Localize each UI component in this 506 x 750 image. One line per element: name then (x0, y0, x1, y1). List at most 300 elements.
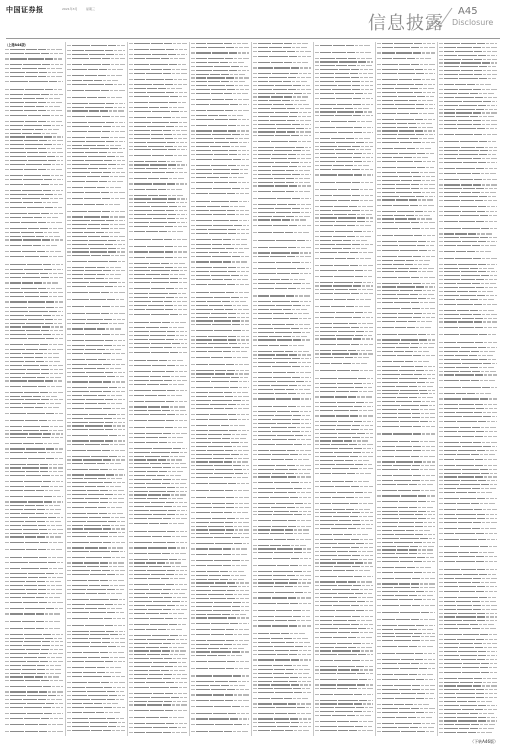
text-line-mark (23, 365, 40, 366)
text-line-mark (129, 566, 133, 567)
text-line-mark (10, 525, 21, 526)
text-line-mark (226, 138, 234, 139)
text-line-mark (102, 255, 110, 256)
text-line-mark (72, 703, 82, 704)
table-row (67, 633, 125, 636)
text-line-mark (167, 542, 175, 543)
table-row (191, 468, 249, 471)
table-row (253, 161, 311, 164)
text-line-mark (56, 102, 62, 103)
text-line-mark (54, 106, 60, 107)
text-line-mark (174, 670, 178, 671)
text-line-mark (163, 433, 171, 434)
table-row (67, 474, 125, 477)
text-line-mark (10, 353, 21, 354)
text-line-mark (235, 529, 238, 530)
text-line-mark (104, 160, 112, 161)
text-line-mark (89, 469, 99, 470)
text-line-mark (134, 406, 147, 407)
text-line-mark (34, 217, 42, 218)
text-line-mark (117, 418, 121, 419)
text-line-mark (62, 144, 63, 145)
text-line-mark (10, 277, 21, 278)
text-line-mark (191, 490, 195, 491)
text-line-mark (113, 490, 117, 491)
text-line-mark (35, 353, 43, 354)
text-line-mark (227, 590, 235, 591)
text-line-mark (5, 110, 9, 111)
text-line-mark (29, 311, 48, 312)
table-row (67, 273, 125, 276)
table-row (191, 335, 249, 338)
text-line-mark (147, 639, 167, 640)
text-line-mark (48, 140, 51, 141)
table-row (191, 422, 249, 428)
text-line-mark (149, 643, 163, 644)
text-line-mark (191, 142, 195, 143)
text-line-mark (24, 169, 38, 170)
text-line-mark (129, 146, 133, 147)
text-line-mark (229, 648, 232, 649)
text-line-mark (105, 422, 113, 423)
text-line-mark (43, 282, 46, 283)
text-line-mark (228, 336, 236, 337)
text-line-mark (39, 731, 47, 732)
text-line-mark (129, 589, 133, 590)
text-line-mark (236, 193, 239, 194)
text-line-mark (97, 486, 105, 487)
text-line-mark (5, 713, 9, 714)
text-line-mark (178, 727, 181, 728)
text-line-mark (134, 553, 147, 554)
table-row (129, 592, 187, 595)
text-line-mark (232, 651, 240, 652)
text-line-mark (111, 551, 119, 552)
text-line-mark (44, 407, 47, 408)
table-row (67, 322, 125, 325)
text-line-mark (22, 198, 40, 199)
text-line-mark (181, 518, 187, 519)
text-line-mark (173, 448, 181, 449)
table-row (191, 380, 249, 383)
text-line-mark (72, 618, 88, 619)
text-line-mark (269, 81, 282, 82)
text-line-mark (72, 418, 83, 419)
text-line-mark (24, 407, 34, 408)
text-line-mark (184, 682, 187, 683)
text-line-mark (170, 456, 173, 457)
text-line-mark (53, 443, 59, 444)
text-line-mark (297, 43, 301, 44)
text-line-mark (88, 244, 104, 245)
text-line-mark (47, 589, 50, 590)
table-row (67, 72, 125, 78)
text-line-mark (129, 593, 133, 594)
text-line-mark (10, 621, 21, 622)
text-line-mark (53, 661, 57, 662)
text-line-mark (10, 175, 23, 176)
text-line-mark (177, 437, 183, 438)
text-line-mark (49, 236, 53, 237)
table-row (5, 178, 63, 181)
text-line-mark (134, 178, 147, 179)
text-line-mark (29, 81, 49, 82)
text-line-mark (134, 498, 146, 499)
text-line-mark (237, 483, 240, 484)
text-line-mark (181, 678, 187, 679)
text-line-mark (196, 74, 209, 75)
text-line-mark (5, 232, 9, 233)
table-row (129, 707, 187, 713)
text-line-mark (241, 565, 247, 566)
text-line-mark (5, 228, 9, 229)
text-line-mark (112, 547, 116, 548)
text-line-mark (116, 557, 120, 558)
text-line-mark (119, 54, 123, 55)
text-line-mark (67, 486, 71, 487)
text-line-mark (53, 353, 59, 354)
text-line-mark (124, 141, 125, 142)
text-line-mark (150, 376, 161, 377)
text-line-mark (213, 713, 227, 714)
text-line-mark (178, 717, 184, 718)
text-line-mark (5, 517, 9, 518)
table-row (129, 696, 187, 699)
text-line-mark (241, 404, 245, 405)
table-row (5, 239, 63, 242)
text-line-mark (58, 58, 62, 59)
text-line-mark (191, 425, 195, 426)
text-line-mark (39, 152, 47, 153)
text-line-mark (191, 313, 195, 314)
text-line-mark (56, 334, 60, 335)
text-line-mark (134, 352, 150, 353)
text-line-mark (103, 542, 111, 543)
text-line-mark (45, 628, 48, 629)
text-line-mark (114, 228, 118, 229)
text-line-mark (225, 110, 233, 111)
text-line-mark (67, 334, 71, 335)
text-line-mark (196, 347, 213, 348)
text-line-mark (67, 345, 71, 346)
text-line-mark (210, 414, 227, 415)
text-line-mark (25, 399, 41, 400)
text-line-mark (284, 96, 292, 97)
text-line-mark (10, 169, 23, 170)
text-line-mark (26, 349, 38, 350)
text-line-mark (111, 608, 115, 609)
text-line-mark (236, 89, 239, 90)
text-line-mark (72, 712, 82, 713)
text-line-mark (112, 528, 115, 529)
text-line-mark (243, 110, 249, 111)
text-line-mark (54, 194, 57, 195)
text-line-mark (24, 718, 40, 719)
table-row (253, 153, 311, 156)
text-line-mark (129, 670, 133, 671)
text-line-mark (240, 169, 243, 170)
text-line-mark (234, 309, 237, 310)
text-line-mark (177, 547, 180, 548)
text-line-mark (129, 58, 133, 59)
text-line-mark (214, 408, 225, 409)
text-line-mark (10, 649, 25, 650)
table-row (67, 231, 125, 234)
text-line-mark (120, 198, 125, 199)
text-line-mark (51, 437, 54, 438)
text-line-mark (297, 158, 300, 159)
text-line-mark (196, 483, 208, 484)
text-line-mark (179, 593, 185, 594)
text-line-mark (108, 248, 116, 249)
text-line-mark (106, 54, 114, 55)
table-row (191, 457, 249, 460)
text-line-mark (134, 459, 146, 460)
text-line-mark (67, 474, 71, 475)
text-line-mark (239, 220, 242, 221)
text-line-mark (67, 299, 71, 300)
text-line-mark (167, 639, 175, 640)
text-line-mark (118, 580, 124, 581)
text-line-mark (5, 557, 9, 558)
text-line-mark (112, 168, 116, 169)
text-line-mark (54, 680, 58, 681)
text-line-mark (175, 92, 178, 93)
text-line-mark (85, 192, 100, 193)
text-line-mark (26, 649, 40, 650)
text-line-mark (191, 104, 195, 105)
text-line-mark (172, 732, 175, 733)
text-line-mark (48, 529, 51, 530)
table-row (129, 550, 187, 556)
text-line-mark (236, 239, 240, 240)
text-line-mark (237, 617, 240, 618)
text-line-mark (51, 222, 55, 223)
text-line-mark (174, 309, 177, 310)
text-line-mark (134, 609, 147, 610)
text-line-mark (153, 84, 165, 85)
text-line-mark (5, 621, 9, 622)
text-line-mark (109, 695, 117, 696)
text-line-mark (97, 368, 105, 369)
text-line-mark (304, 67, 308, 68)
table-row (129, 266, 187, 269)
text-line-mark (226, 47, 234, 48)
text-line-mark (244, 248, 249, 249)
text-line-mark (72, 498, 84, 499)
text-line-mark (39, 72, 47, 73)
text-line-mark (238, 252, 244, 253)
text-line-mark (88, 224, 100, 225)
table-row (5, 167, 63, 173)
table-row (129, 281, 187, 284)
text-line-mark (226, 248, 234, 249)
text-line-mark (5, 505, 9, 506)
text-line-mark (72, 399, 85, 400)
text-line-mark (59, 369, 63, 370)
table-row (67, 664, 125, 670)
text-line-mark (226, 497, 234, 498)
text-line-mark (134, 650, 149, 651)
text-line-mark (196, 614, 206, 615)
text-line-mark (176, 73, 180, 74)
text-line-mark (166, 420, 174, 421)
text-line-mark (53, 430, 57, 431)
text-line-mark (72, 228, 86, 229)
text-line-mark (5, 217, 9, 218)
text-line-mark (5, 148, 9, 149)
text-line-mark (28, 115, 40, 116)
text-line-mark (291, 100, 294, 101)
text-line-mark (209, 477, 224, 478)
text-line-mark (94, 80, 102, 81)
text-line-mark (175, 376, 179, 377)
text-line-mark (244, 85, 249, 86)
text-line-mark (121, 248, 125, 249)
text-line-mark (115, 486, 121, 487)
text-line-mark (238, 700, 242, 701)
text-line-mark (72, 368, 83, 369)
text-line-mark (106, 368, 109, 369)
table-row (5, 516, 63, 519)
text-line-mark (60, 326, 63, 327)
table-row (5, 539, 63, 545)
text-line-mark (44, 129, 47, 130)
table-row (191, 510, 249, 516)
table-row (191, 403, 249, 406)
text-line-mark (196, 252, 208, 253)
text-line-mark (294, 104, 297, 105)
text-line-mark (116, 542, 120, 543)
text-line-mark (227, 214, 235, 215)
text-line-mark (121, 364, 125, 365)
text-line-mark (67, 399, 71, 400)
text-line-mark (52, 164, 55, 165)
text-line-mark (67, 414, 71, 415)
text-line-mark (178, 138, 182, 139)
text-line-mark (129, 562, 133, 563)
table-row (67, 352, 125, 355)
text-line-mark (89, 429, 104, 430)
text-line-mark (196, 419, 208, 420)
text-line-mark (167, 487, 175, 488)
text-line-mark (53, 144, 56, 145)
text-line-mark (191, 430, 195, 431)
table-row (191, 92, 249, 95)
text-line-mark (236, 214, 239, 215)
text-line-mark (163, 643, 171, 644)
text-line-mark (123, 148, 125, 149)
text-line-mark (283, 81, 291, 82)
text-line-mark (232, 548, 235, 549)
text-line-mark (21, 513, 35, 514)
text-line-mark (41, 213, 49, 214)
text-line-mark (242, 182, 246, 183)
table-row (191, 692, 249, 698)
text-line-mark (245, 689, 249, 690)
table-row (191, 46, 249, 49)
text-line-mark (211, 381, 229, 382)
text-line-mark (37, 669, 45, 670)
text-line-mark (54, 486, 58, 487)
text-line-mark (177, 195, 183, 196)
text-line-mark (134, 420, 147, 421)
text-line-mark (275, 112, 290, 113)
text-line-mark (123, 422, 125, 423)
text-line-mark (258, 43, 271, 44)
text-line-mark (242, 52, 246, 53)
text-line-mark (67, 90, 71, 91)
text-line-mark (5, 207, 9, 208)
text-line-mark (22, 129, 34, 130)
text-line-mark (238, 177, 244, 178)
table-row (129, 236, 187, 242)
text-line-mark (134, 130, 150, 131)
table-row (5, 512, 63, 515)
table-row (5, 432, 63, 435)
text-line-mark (207, 640, 225, 641)
text-line-mark (23, 529, 38, 530)
text-line-mark (90, 599, 109, 600)
text-line-mark (49, 81, 57, 82)
text-line-mark (134, 149, 151, 150)
text-line-mark (10, 152, 26, 153)
table-row (5, 554, 63, 560)
table-row (191, 255, 249, 258)
table-row (67, 281, 125, 284)
text-line-mark (238, 408, 242, 409)
text-line-mark (5, 373, 9, 374)
text-line-mark (10, 190, 21, 191)
text-line-mark (196, 582, 214, 583)
text-line-mark (172, 168, 176, 169)
text-line-mark (237, 130, 240, 131)
text-line-mark (191, 512, 195, 513)
text-line-mark (5, 136, 9, 137)
text-line-mark (146, 613, 160, 614)
table-row (67, 485, 125, 488)
text-line-mark (191, 414, 195, 415)
text-line-mark (169, 662, 177, 663)
table-row (5, 314, 63, 317)
text-line-mark (220, 579, 228, 580)
table-row (67, 386, 125, 389)
text-line-mark (5, 529, 9, 530)
text-line-mark (233, 648, 237, 649)
text-line-mark (54, 198, 58, 199)
text-line-mark (62, 81, 63, 82)
text-line-mark (196, 617, 207, 618)
text-line-mark (248, 104, 249, 105)
text-line-mark (163, 73, 171, 74)
text-line-mark (167, 335, 175, 336)
text-line-mark (48, 152, 51, 153)
text-line-mark (176, 566, 180, 567)
text-line-mark (129, 251, 133, 252)
text-line-mark (184, 502, 187, 503)
text-line-mark (5, 49, 9, 50)
table-row (129, 715, 187, 721)
text-line-mark (58, 380, 62, 381)
text-line-mark (10, 505, 24, 506)
text-line-mark (237, 477, 241, 478)
text-line-mark (247, 419, 249, 420)
text-line-mark (181, 732, 187, 733)
text-line-mark (108, 521, 116, 522)
text-line-mark (89, 422, 103, 423)
text-line-mark (23, 179, 43, 180)
text-line-mark (212, 52, 228, 53)
